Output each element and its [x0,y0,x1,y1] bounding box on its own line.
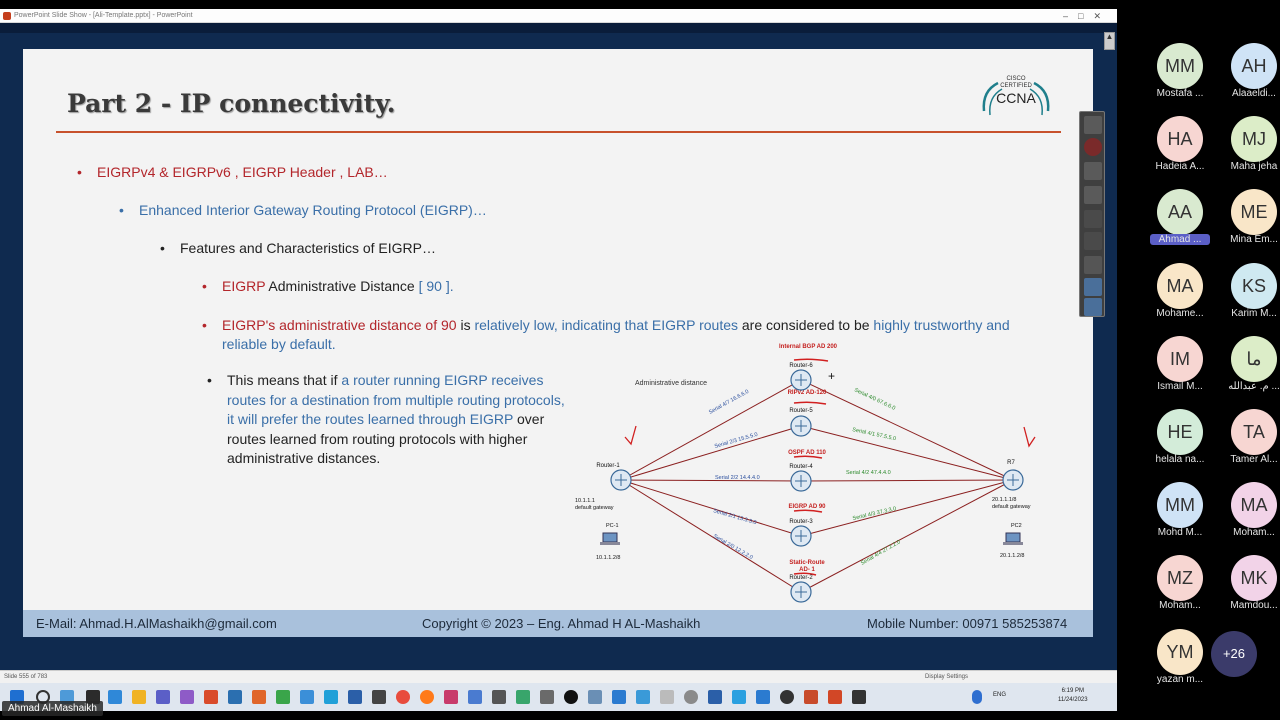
avatar: HA [1157,116,1203,162]
link-label-r3-left: Serial 2/1 13.3.3.0 [712,508,758,527]
link-label-r5-left: Serial 2/3 15.5.5.0 [713,431,759,450]
ad-label-static-2: AD- 1 [799,567,815,573]
chrome-icon[interactable] [396,690,410,704]
app-icon-18[interactable] [588,690,602,704]
participant-tile[interactable] [1137,336,1217,406]
app-icon-15[interactable] [516,690,530,704]
participant-name: Karim M... [1231,307,1277,319]
app-icon-12[interactable] [444,690,458,704]
ad-label-rip: RIPv2 AD-120 [787,390,827,396]
participants-panel [1117,0,1280,720]
participant-name: Ahmad ... [1150,234,1210,245]
app-icon-7[interactable] [276,690,290,704]
avatar: MA [1157,263,1203,309]
network-diagram [558,334,1058,624]
app-icon-21[interactable] [660,690,674,704]
app-icon-22[interactable] [684,690,698,704]
ad-label-ospf: OSPF AD 110 [788,450,826,456]
title-divider [56,131,1061,133]
ad-label-bgp-text: Internal BGP AD 200 [778,344,838,350]
app-icon-25[interactable] [780,690,794,704]
bullet-level3-text: Features and Characteristics of EIGRP… [180,240,436,256]
app-icon-19[interactable] [612,690,626,704]
ccna-logo-line3: CCNA [996,90,1036,106]
participant-tile[interactable] [1211,189,1280,259]
pen-toolbar [1079,111,1105,317]
router1-label: Router-1 [596,463,620,469]
app-icon-4[interactable] [204,690,218,704]
window-frame [0,23,1117,33]
bullet-level2: • Enhanced Interior Gateway Routing Protocol (EIGRP)… [119,202,487,218]
pc2-icon [1003,533,1023,545]
bullet-level3: • Features and Characteristics of EIGRP… [160,240,436,256]
app-icon-9[interactable] [324,690,338,704]
bullet-ad-value: [ 90 ]. [418,278,454,294]
app-icon-26[interactable] [804,690,818,704]
participant-name: Maha jeha [1230,161,1278,173]
app-icon-20[interactable] [636,690,650,704]
firefox-icon[interactable] [420,690,434,704]
r7-label: R7 [1007,460,1015,466]
participant-tile[interactable] [1211,409,1280,479]
participant-name: Moham... [1159,600,1201,612]
slide [23,49,1093,637]
bullet-level1: • EIGRPv4 & EIGRPv6 , EIGRP Header , LAB… [77,164,388,180]
participant-tile[interactable] [1137,482,1217,552]
avatar: IM [1157,336,1203,382]
pc2-ip: 20.1.1.2/8 [1000,553,1025,559]
participant-tile[interactable] [1211,482,1280,552]
footer-copyright: Copyright © 2023 – Eng. Ahmad H AL-Mashaikh [422,616,701,631]
microphone-icon[interactable] [972,690,982,704]
participant-name: Moham... [1233,527,1275,539]
line-icon[interactable] [1084,256,1102,274]
more-participants-button[interactable]: +26 [1211,631,1257,677]
status-bar [0,670,1117,683]
bullet-prefer-a: This means that if [227,372,342,388]
bullet-prefer: • This means that if a router running EIGRP receives routes for a destination from multiple routing protocols, it will prefer the routes learned through EIGRP over routes learned from routing protocols with higher administrative distances. [207,372,565,466]
display-settings-button[interactable]: Display Settings [925,674,969,680]
avatar: MM [1157,482,1203,528]
avatar: HE [1157,409,1203,455]
participant-tile[interactable] [1137,116,1217,186]
screenshot-icon[interactable] [1084,278,1102,296]
participant-tile[interactable] [1137,189,1217,259]
avatar: MA [1231,482,1277,528]
footer-email: E-Mail: Ahmad.H.AlMashaikh@gmail.com [36,616,277,631]
slide-footer [23,610,1093,637]
participant-tile[interactable] [1211,43,1280,113]
participant-name: Tamer Al... [1230,454,1278,465]
router2-label: Router-2 [789,575,813,581]
link-label-r2-left: Serial 2/0 12.2.2.0 [712,533,754,562]
participant-name: Mohame... [1156,307,1204,319]
participant-tile[interactable] [1137,43,1217,113]
avatar: YM [1157,629,1203,675]
avatar: AH [1231,43,1277,89]
ccna-logo-line2: CERTIFIED [1000,83,1032,89]
bullet-level2-text: Enhanced Interior Gateway Routing Protocol (EIGRP)… [139,202,487,218]
link-label-r5-right: Serial 4/1 57.5.5.0 [851,427,897,443]
taskbar [0,683,1117,711]
diagram-caption: Administrative distance [635,380,707,387]
link-label-r2-right: Serial 4/4 27.2.2.0 [860,539,902,567]
powerpoint-icon [3,12,11,20]
window-controls[interactable]: –□✕ [1063,11,1111,21]
participant-name: yazan m... [1156,673,1204,685]
link-label-r6-right: Serial 4/0 67.6.6.0 [853,387,897,412]
router6-label: Router-6 [789,363,813,369]
ad-label-eigrp: EIGRP AD 90 [788,504,826,510]
avatar: MM [1157,43,1203,89]
bullet-prefer-c: over routes learned from routing protocols with higher administrative distances. [227,411,545,466]
bullet-trust-e: highly trustworthy and reliable by default. [222,317,1010,352]
bullet-trust: • EIGRP's administrative distance of 90 is relatively low, indicating that EIGRP routes are considered to be highly trustworthy and reliable by default. [202,317,1010,352]
participant-name: Mina Em... [1230,234,1278,246]
bullet-level1-text: EIGRPv4 & EIGRPv6 , EIGRP Header , LAB… [97,164,388,180]
bullet-trust-d: are considered to be [738,317,874,333]
app-icon-10[interactable] [348,690,362,704]
clock-time: 6:19 PM [1061,688,1084,694]
participant-name: Mohd M... [1157,527,1203,539]
right-links [801,380,1013,592]
marker-icon[interactable] [1084,232,1102,250]
eraser-icon[interactable] [1084,162,1102,180]
app-icon-11[interactable] [372,690,386,704]
pc1-icon [600,533,620,545]
bullet-trust-a: EIGRP's administrative distance of 90 [222,317,457,333]
bullet-trust-c: relatively low, indicating that EIGRP routes [474,317,738,333]
window-titlebar [0,9,1117,23]
bullet-ad-label: Administrative Distance [265,278,419,294]
pc1-ip: 10.1.1.2/8 [596,555,621,561]
ad-label-bgp [779,344,838,350]
router1-gateway-label: default gateway [575,505,614,511]
link-label-r3-right: Serial 4/3 37.3.3.0 [852,506,897,522]
scroll-up-button[interactable]: ▲ [1104,32,1115,50]
powerpoint-taskbar-icon[interactable] [828,690,842,704]
footer-mobile: Mobile Number: 00971 585253874 [867,616,1068,631]
presenter-name-tag: Ahmad Al-Mashaikh [2,701,103,716]
bullet-ad-eigrp: EIGRP [222,278,266,294]
pen-icon[interactable] [1084,210,1102,228]
router3-label: Router-3 [789,519,813,525]
participant-tile[interactable] [1211,336,1280,406]
router4-label: Router-4 [789,464,813,470]
language-indicator[interactable]: ENG [993,692,1007,698]
avatar: ما [1231,336,1277,382]
avatar: KS [1231,263,1277,309]
terminal-icon[interactable] [852,690,866,704]
app-icon-16[interactable] [540,690,554,704]
participant-tile[interactable] [1137,629,1217,699]
participant-tile[interactable] [1211,263,1280,333]
router5-label: Router-5 [789,408,813,414]
laser-pointer-icon[interactable] [1084,138,1102,156]
app-icon-17[interactable] [564,690,578,704]
file-explorer-icon[interactable] [132,690,146,704]
pc2-label: PC2 [1011,523,1022,529]
app-icon-5[interactable] [228,690,242,704]
participant-name: helala na... [1155,454,1205,465]
bullet-trust-b: is [456,317,475,333]
avatar: MJ [1231,116,1277,162]
teams-icon[interactable] [156,690,170,704]
participant-name: Alaaeldi... [1232,88,1276,99]
bullet-prefer-b: a router running EIGRP receives routes for a destination from multiple routing protocols, it will prefer the routes learned through EIGRP [227,372,565,427]
router1-gateway-ip: 10.1.1.1 [575,498,595,504]
avatar: ME [1231,189,1277,235]
r7-gateway-ip: 20.1.1.1/8 [992,497,1017,503]
participant-tile[interactable] [1137,409,1217,479]
annotation-arrows [625,426,1035,446]
router-icons [611,370,1023,602]
clock[interactable] [1058,687,1088,705]
link-label-r4-right: Serial 4/2 47.4.4.0 [846,470,891,476]
slide-counter: Slide 555 of 783 [4,674,48,680]
avatar: MK [1231,555,1277,601]
ad-label-static-1: Static-Route [789,560,825,566]
highlighter-icon[interactable] [1084,186,1102,204]
participant-name: Mostafa ... [1156,88,1204,99]
participant-name: Hadeia A... [1155,161,1205,173]
window-title: PowerPoint Slide Show - [Ali-Template.pptx] - PowerPoint [14,12,193,19]
bullet-ad: • EIGRP Administrative Distance [ 90 ]. [202,278,454,294]
participant-tile[interactable] [1137,555,1217,625]
slide-title: Part 2 - IP connectivity. [67,89,396,118]
app-icon-23[interactable] [708,690,722,704]
r7-gateway-label: default gateway [992,504,1031,510]
ccna-logo [978,71,1054,121]
pc1-label: PC-1 [606,523,619,529]
app-icon-3[interactable] [180,690,194,704]
telegram-icon[interactable] [732,690,746,704]
participant-tile[interactable] [1211,116,1280,186]
participant-tile[interactable] [1211,555,1280,625]
link-label-r6-left: Serial 4/7 16.6.6.0 [708,388,751,416]
app-icon-6[interactable] [252,690,266,704]
avatar: AA [1157,189,1203,235]
app-icon-13[interactable] [468,690,482,704]
participant-name: م. عبدالله ... [1228,380,1280,392]
ccna-logo-line1: CISCO [1006,76,1026,82]
app-icon-2[interactable] [108,690,122,704]
participant-name: Ismail M... [1157,380,1203,392]
screen-draw-icon[interactable] [1084,116,1102,134]
app-icon-14[interactable] [492,690,506,704]
avatar: MZ [1157,555,1203,601]
participant-name: Mamdou... [1230,600,1278,612]
link-label-r4-left: Serial 2/2 14.4.4.0 [715,475,760,481]
participant-tile[interactable] [1137,263,1217,333]
clock-date: 11/24/2023 [1058,697,1088,703]
avatar: TA [1231,409,1277,455]
app-icon-24[interactable] [756,690,770,704]
app-icon-8[interactable] [300,690,314,704]
mouse-cursor-icon: + [828,369,836,383]
monitor-icon[interactable] [1084,298,1102,316]
